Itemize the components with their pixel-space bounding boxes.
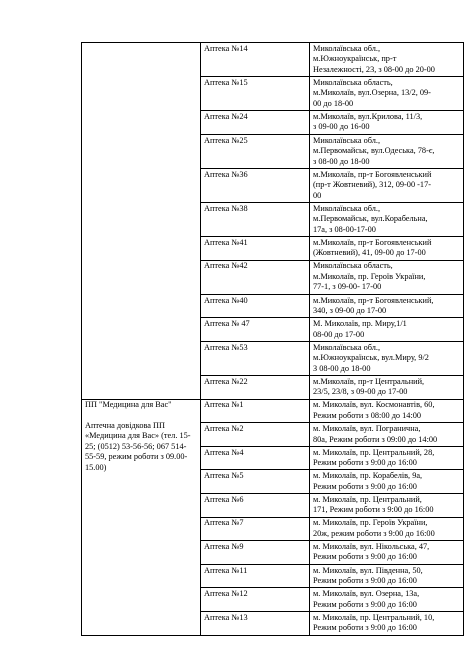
address-line: м.Первомайськ, вул.Одеська, 78-є, — [313, 146, 435, 156]
address-line: 23/5, 23/8, з 09-00 до 17-00 — [313, 387, 408, 397]
address-line: м. Миколаїв, пр. Корабелів, 9а, — [313, 471, 423, 481]
pharmacy-name-cell: Аптека №7 — [201, 517, 310, 541]
pharmacy-name-cell: Аптека №14 — [201, 43, 310, 77]
address-line: 00 до 18-00 — [313, 98, 354, 108]
provider-name: ПП "Медицина для Вас" — [85, 400, 172, 410]
address-cell — [310, 470, 464, 494]
address-line: Миколаївська обл., — [313, 342, 381, 352]
pharmacy-name-cell: Аптека №12 — [201, 588, 310, 612]
address-cell — [310, 611, 464, 635]
address-cell — [310, 588, 464, 612]
address-cell — [310, 260, 464, 294]
pharmacy-name-cell: Аптека №40 — [201, 294, 310, 318]
pharmacy-name-cell: Аптека №2 — [201, 423, 310, 447]
address-line: (Жовтневий), 41, 09-00 до 17-00 — [313, 248, 426, 258]
address-cell — [310, 423, 464, 447]
address-cell — [310, 517, 464, 541]
address-cell — [310, 43, 464, 77]
pharmacy-name-cell: Аптека №53 — [201, 341, 310, 375]
address-line: 171, Режим роботи з 9:00 до 16:00 — [313, 505, 434, 515]
address-cell — [310, 318, 464, 342]
address-cell — [310, 376, 464, 400]
table-row — [82, 399, 464, 423]
address-line: м.Миколаїв, пр-т Богоявленський, — [313, 295, 434, 305]
address-line: м. Миколаїв, вул. Південна, 50, — [313, 565, 423, 575]
address-line: 340, з 09-00 до 17-00 — [313, 306, 387, 316]
address-line: м. Миколаїв, пр. Героїв України, — [313, 518, 428, 528]
address-line: м.Первомайськ, вул.Корабельна, — [313, 214, 428, 224]
address-line: м. Миколаїв, пр. Центральний, 28, — [313, 447, 435, 457]
pharmacy-name-cell: Аптека №22 — [201, 376, 310, 400]
address-cell — [310, 564, 464, 588]
address-cell — [310, 341, 464, 375]
pharmacy-name-cell: Аптека №9 — [201, 541, 310, 565]
address-cell — [310, 202, 464, 236]
address-line: Миколаївська обл., — [313, 135, 381, 145]
address-line: 77-1, з 09-00- 17-00 — [313, 282, 382, 292]
address-line: м.Миколаїв, пр-т Богоявленський — [313, 169, 432, 179]
address-cell — [310, 134, 464, 168]
provider-cell-continued — [82, 43, 201, 400]
address-line: м. Миколаїв, пр. Центральний, — [313, 494, 422, 504]
address-line: м. Миколаїв, пр. Центральний, 10, — [313, 612, 435, 622]
pharmacy-name-cell: Аптека №1 — [201, 399, 310, 423]
address-line: Режим роботи з 9:00 до 16:00 — [313, 623, 417, 633]
pharmacy-name-cell: Аптека №4 — [201, 446, 310, 470]
address-cell — [310, 541, 464, 565]
address-line: з 08-00 до 18-00 — [313, 156, 370, 166]
address-line: Миколаївська область, — [313, 261, 393, 271]
pharmacy-name-cell: Аптека № 47 — [201, 318, 310, 342]
address-line: Режим роботи з 9:00 до 16:00 — [313, 552, 417, 562]
address-line: м.Миколаїв, вул.Крилова, 11/3, — [313, 111, 423, 121]
address-line: м. Миколаїв, вул. Погранична, — [313, 424, 421, 434]
pharmacy-name-cell: Аптека №25 — [201, 134, 310, 168]
provider-details: Аптечна довідкова ПП «Медицина для Вас» (тел. 15-25; (0512) 53-56-56; 067 514-55-59, режим роботи з 09.00-15.00) — [85, 420, 191, 472]
address-line: 17а, з 08-00-17-00 — [313, 224, 376, 234]
address-line: з 09-00 до 16-00 — [313, 122, 370, 132]
pharmacy-name-cell: Аптека №41 — [201, 237, 310, 261]
address-cell — [310, 399, 464, 423]
address-cell — [310, 77, 464, 111]
pharmacy-table-body — [82, 43, 464, 636]
pharmacy-name-cell: Аптека №13 — [201, 611, 310, 635]
pharmacy-table — [81, 42, 464, 636]
address-cell — [310, 446, 464, 470]
pharmacy-name-cell: Аптека №36 — [201, 168, 310, 202]
pharmacy-name-cell: Аптека №6 — [201, 494, 310, 518]
address-line: (пр-т Жовтневий), 312, 09-00 -17- — [313, 180, 431, 190]
address-line: Миколаївська область, — [313, 77, 393, 87]
pharmacy-name-cell: Аптека №38 — [201, 202, 310, 236]
address-line: м. Миколаїв, вул. Нікольська, 47, — [313, 541, 430, 551]
pharmacy-name-cell: Аптека №11 — [201, 564, 310, 588]
address-line: м. Миколаїв, вул. Космонавтів, 60, — [313, 400, 435, 410]
pharmacy-name-cell: Аптека №42 — [201, 260, 310, 294]
address-line: м.Южноукраїнськ, вул.Миру, 9/2 — [313, 353, 429, 363]
address-cell — [310, 111, 464, 135]
address-cell — [310, 494, 464, 518]
pharmacy-name-cell: Аптека №5 — [201, 470, 310, 494]
address-line: м.Миколаїв, пр-т Богоявленський — [313, 237, 432, 247]
address-line: м.Южноукраїнськ, пр-т — [313, 54, 397, 64]
pharmacy-name-cell: Аптека №15 — [201, 77, 310, 111]
address-cell — [310, 294, 464, 318]
table-row — [82, 43, 464, 77]
address-line: 20ж, режим роботи з 9:00 до 16:00 — [313, 528, 435, 538]
address-line: Миколаївська обл., — [313, 43, 381, 53]
address-line: Миколаївська обл., — [313, 203, 381, 213]
address-cell — [310, 168, 464, 202]
address-line: м.Миколаїв, пр-т Центральний, — [313, 376, 425, 386]
address-line: 80а, Режим роботи з 09:00 до 14:00 — [313, 434, 438, 444]
address-cell — [310, 237, 464, 261]
address-line: 00 — [313, 190, 322, 200]
address-line: Режим роботи з 08:00 до 14:00 — [313, 410, 422, 420]
address-line: м.Миколаїв, вул.Озерна, 13/2, 09- — [313, 88, 431, 98]
address-line: Незалежності, 23, з 08-00 до 20-00 — [313, 64, 435, 74]
address-line: 08-00 до 17-00 — [313, 329, 365, 339]
address-line: м. Миколаїв, вул. Озерна, 13а, — [313, 589, 420, 599]
address-line: М. Миколаїв, пр. Миру,1/1 — [313, 319, 407, 329]
address-line: Режим роботи з 9:00 до 16:00 — [313, 481, 417, 491]
address-line: м.Миколаїв, пр. Героїв України, — [313, 271, 426, 281]
address-line: З 08-00 до 18-00 — [313, 363, 371, 373]
address-line: Режим роботи з 9:00 до 16:00 — [313, 599, 417, 609]
provider-cell — [82, 399, 201, 635]
pharmacy-name-cell: Аптека №24 — [201, 111, 310, 135]
address-line: Режим роботи з 9:00 до 16:00 — [313, 458, 417, 468]
address-line: Режим роботи з 9:00 до 16:00 — [313, 576, 417, 586]
